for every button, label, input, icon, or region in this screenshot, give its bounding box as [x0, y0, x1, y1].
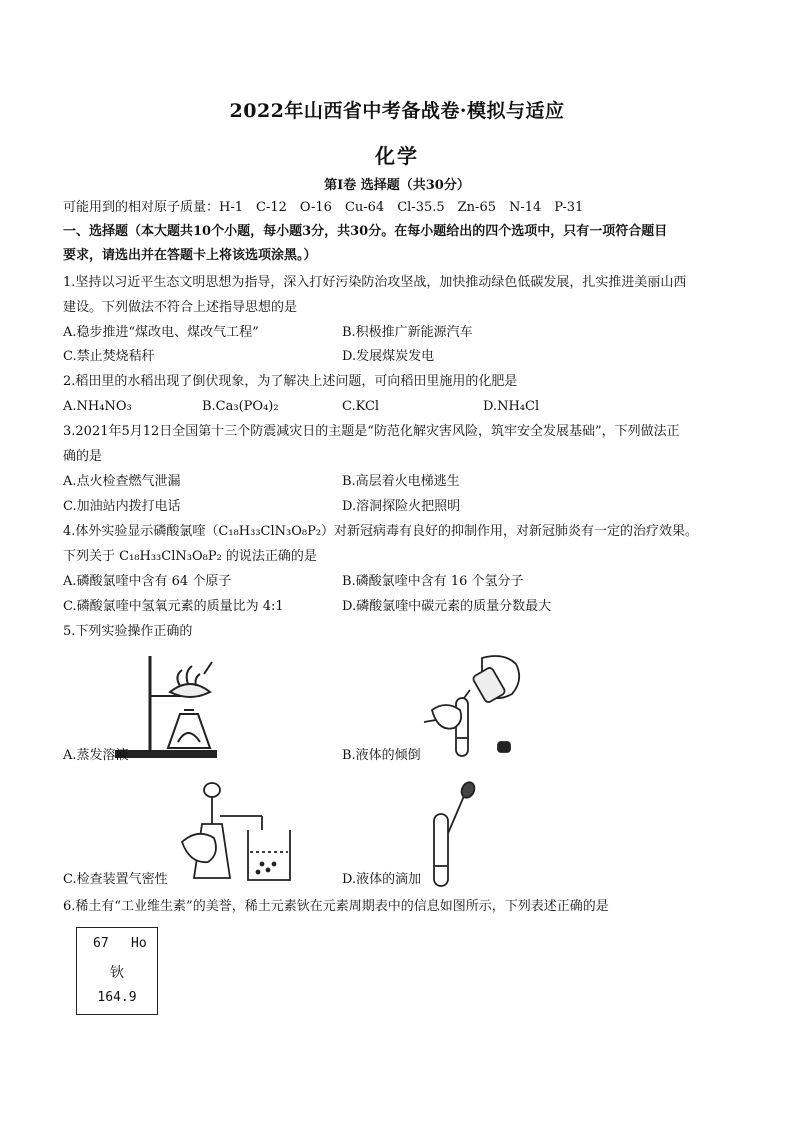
- q4-option-a: A.磷酸氯喹中含有 64 个原子: [63, 574, 232, 589]
- q3-option-b: B.高层着火电梯逃生: [342, 474, 460, 489]
- relative-atomic-mass: 164.9: [97, 990, 137, 1005]
- q2-option-d: D.NH₄Cl: [483, 399, 540, 414]
- q4-stem-line2: 下列关于 C₁₈H₃₃ClN₃O₈P₂ 的说法正确的是: [63, 549, 317, 564]
- q1-option-c: C.禁止焚烧秸秆: [63, 349, 155, 364]
- q3-option-a: A.点火检查燃气泄漏: [63, 474, 181, 489]
- q2-option-b: B.Ca₃(PO₄)₂: [202, 399, 279, 414]
- atomic-number: 67: [93, 936, 109, 951]
- q3-stem-line1: 3.2021年5月12日全国第十三个防震减灾日的主题是“防范化解灾害风险，筑牢安全发展基础”，下列做法正: [63, 424, 680, 439]
- q6-stem: 6.稀土有“工业维生素”的美誉，稀土元素钬在元素周期表中的信息如图所示，下列表述正确的是: [63, 899, 609, 914]
- evaporation-apparatus-illustration: [108, 652, 228, 760]
- part-heading: 第Ⅰ卷 选择题（共30分）: [324, 178, 470, 193]
- q2-option-c: C.KCl: [342, 399, 380, 414]
- q5-option-b: B.液体的倾倒: [342, 748, 421, 763]
- subject-title: 化学: [375, 144, 419, 168]
- q5-option-d: D.液体的滴加: [342, 872, 422, 887]
- exam-title: 2022年山西省中考备战卷·模拟与适应: [229, 100, 565, 122]
- q3-option-d: D.溶洞探险火把照明: [342, 499, 461, 514]
- q1-option-a: A.稳步推进“煤改电、煤改气工程”: [63, 325, 259, 340]
- liquid-pouring-illustration: [418, 650, 528, 762]
- q2-option-a: A.NH₄NO₃: [63, 399, 132, 414]
- q1-option-b: B.积极推广新能源汽车: [342, 325, 473, 340]
- q3-stem-line2: 确的是: [63, 449, 103, 464]
- dropper-illustration: [424, 780, 484, 888]
- q5-option-a: A.蒸发溶液: [63, 748, 129, 763]
- q4-option-d: D.磷酸氯喹中碳元素的质量分数最大: [342, 599, 552, 614]
- q1-option-d: D.发展煤炭发电: [342, 349, 435, 364]
- q4-stem-line1: 4.体外实验显示磷酸氯喹（C₁₈H₃₃ClN₃O₈P₂）对新冠病毒有良好的抑制作用，对新冠肺炎有一定的治疗效果。: [63, 524, 699, 539]
- airtightness-check-illustration: [178, 780, 298, 888]
- section-heading-line2: 要求，请选出并在答题卡上将该选项涂黑。）: [63, 248, 317, 263]
- q1-stem-line1: 1.坚持以习近平生态文明思想为指导，深入打好污染防治攻坚战，加快推动绿色低碳发展，扎实推进美丽山西: [63, 275, 687, 290]
- atomic-masses: 可能用到的相对原子质量：H-1 C-12 O-16 Cu-64 Cl-35.5 Zn-65 N-14 P-31: [63, 200, 584, 215]
- q2-stem: 2.稻田里的水稻出现了倒伏现象，为了解决上述问题，可向稻田里施用的化肥是: [63, 374, 518, 389]
- holmium-element-card: [76, 927, 158, 1015]
- q4-option-b: B.磷酸氯喹中含有 16 个氢分子: [342, 574, 524, 589]
- element-symbol: Ho: [131, 936, 147, 951]
- q5-option-c: C.检查装置气密性: [63, 872, 168, 887]
- q4-option-c: C.磷酸氯喹中氢氧元素的质量比为 4:1: [63, 599, 284, 614]
- section-heading-line1: 一、选择题（本大题共10个小题，每小题3分，共30分。在每小题给出的四个选项中，只有一项符合题目: [63, 224, 668, 239]
- q1-stem-line2: 建设。下列做法不符合上述指导思想的是: [63, 300, 298, 315]
- q3-option-c: C.加油站内拨打电话: [63, 499, 181, 514]
- element-name: 钬: [110, 965, 124, 981]
- q5-stem: 5.下列实验操作正确的: [63, 624, 193, 639]
